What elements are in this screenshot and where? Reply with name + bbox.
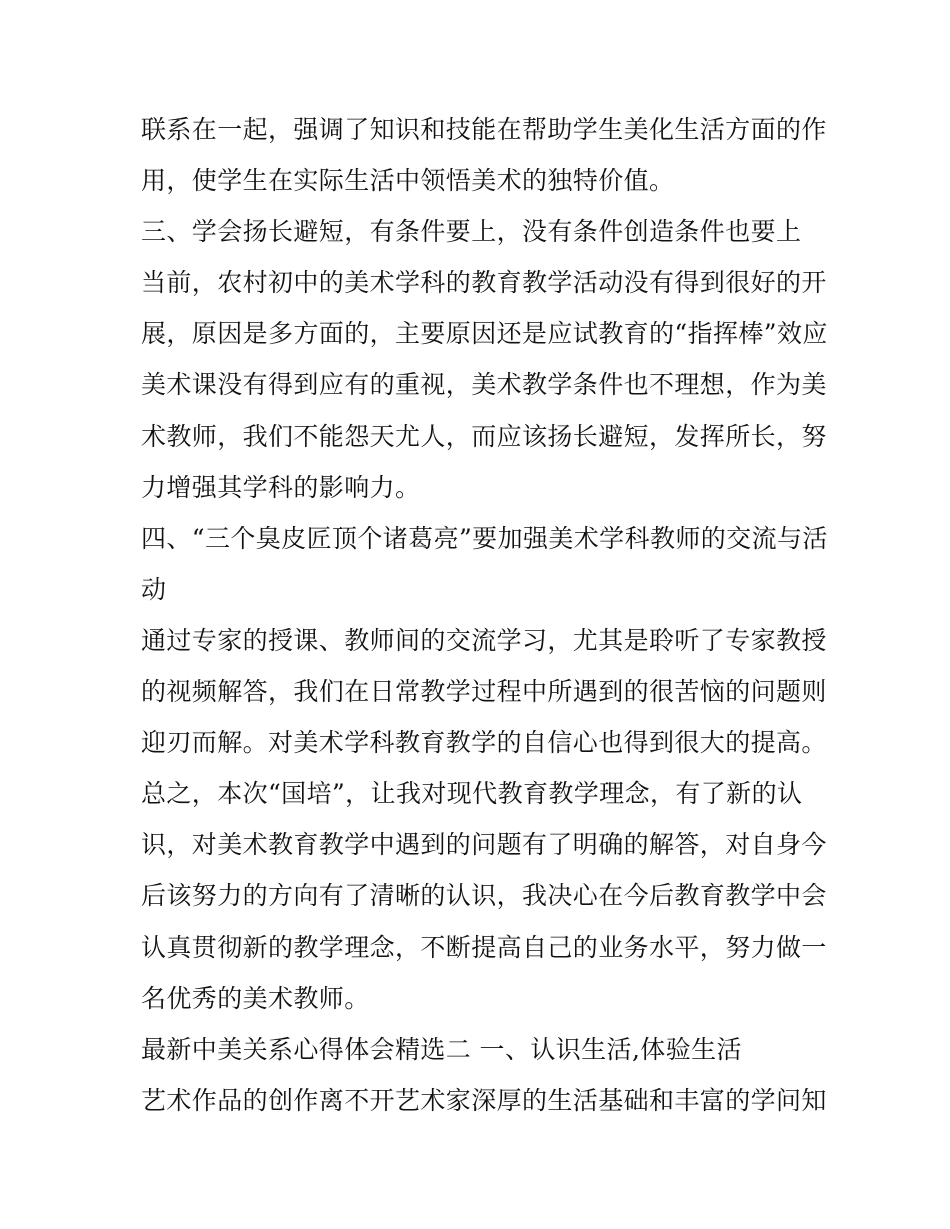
text-line: 术教师，我们不能怨天尤人，而应该扬长避短，发挥所长，努: [141, 421, 827, 451]
text-line: 识，对美术教育教学中遇到的问题有了明确的解答，对自身今: [141, 830, 827, 860]
document-body: [141, 110, 828, 1132]
text-line: 通过专家的授课、教师间的交流学习，尤其是聆听了专家教授: [141, 625, 827, 655]
text-line: 后该努力的方向有了清晰的认识，我决心在今后教育教学中会: [141, 881, 827, 911]
article-heading: 最新中美关系心得体会精选二 一、认识生活,体验生活: [141, 1034, 742, 1064]
text-line: 认真贯彻新的教学理念，不断提高自己的业务水平，努力做一: [141, 932, 827, 962]
section-heading: 三、学会扬长避短，有条件要上，没有条件创造条件也要上: [141, 217, 802, 247]
section-heading: 四、“三个臭皮匠顶个诸葛亮”要加强美术学科教师的交流与活: [141, 523, 828, 553]
text-line: 名优秀的美术教师。: [141, 983, 370, 1013]
text-line: 总之，本次“国培”，让我对现代教育教学理念，有了新的认: [141, 779, 803, 809]
text-line: 的视频解答，我们在日常教学过程中所遇到的很苦恼的问题则: [141, 677, 827, 707]
text-line: 力增强其学科的影响力。: [141, 472, 421, 502]
text-line: 联系在一起，强调了知识和技能在帮助学生美化生活方面的作: [141, 115, 827, 144]
text-line: 迎刃而解。对美术学科教育教学的自信心也得到很大的提高。: [141, 728, 827, 758]
section-heading-continued: 动: [141, 574, 167, 604]
text-line: 当前，农村初中的美术学科的教育教学活动没有得到很好的开: [141, 268, 827, 298]
text-line: 用，使学生在实际生活中领悟美术的独特价值。: [141, 166, 675, 196]
text-line: 展，原因是多方面的，主要原因还是应试教育的“指挥棒”效应: [141, 319, 828, 349]
text-line: 艺术作品的创作离不开艺术家深厚的生活基础和丰富的学问知: [141, 1085, 827, 1115]
text-line: 美术课没有得到应有的重视，美术教学条件也不理想，作为美: [141, 370, 827, 400]
